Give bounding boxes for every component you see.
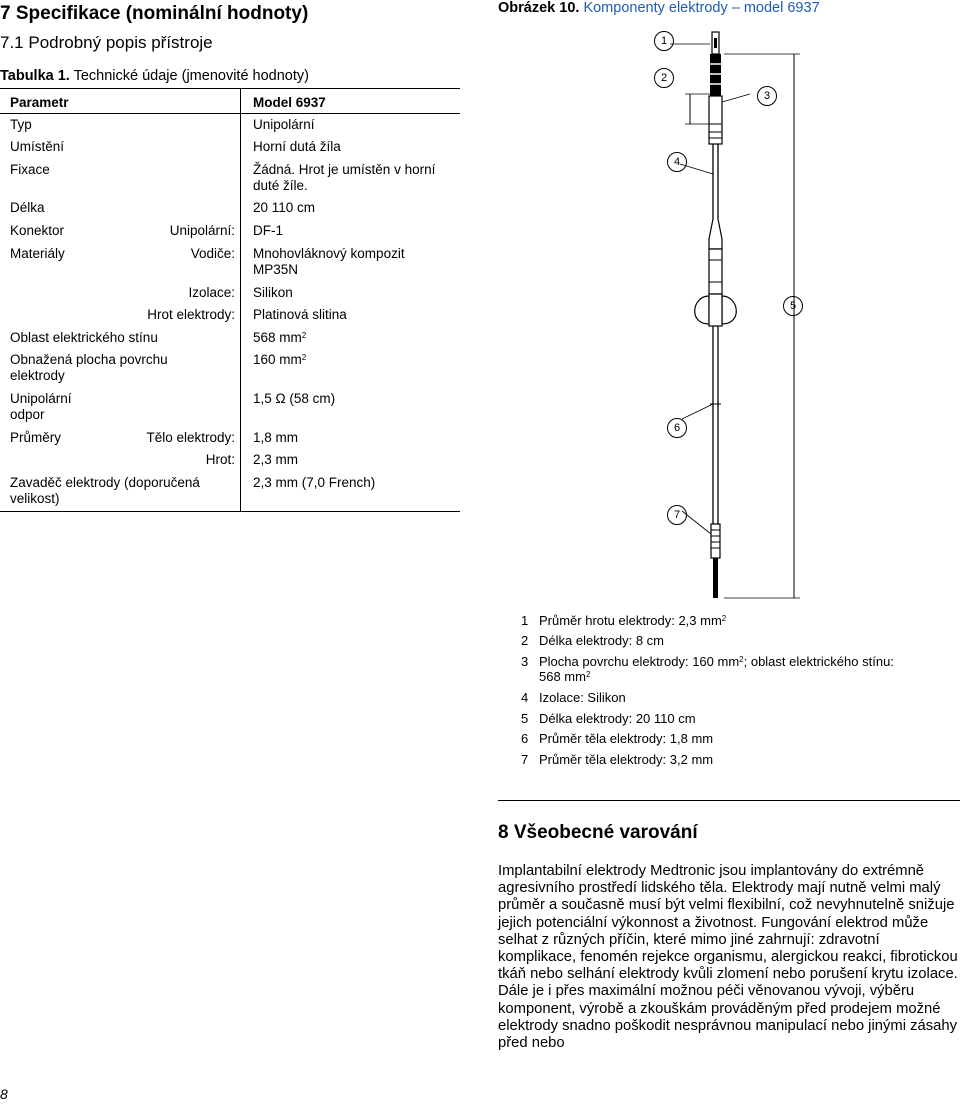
row-delka-label: Délka <box>10 200 45 215</box>
row-odpor-label-1: Unipolární <box>10 391 72 406</box>
electrode-coil <box>711 524 720 558</box>
section-8-title: 8 Všeobecné varování <box>498 822 698 843</box>
section-8-rule <box>498 800 960 801</box>
table-header-rule <box>0 113 460 114</box>
row-hrot-value: Platinová slitina <box>253 307 347 322</box>
connector-rings <box>710 54 721 96</box>
page-number: 8 <box>0 1086 8 1102</box>
row-materialy-value-1: Mnohovláknový kompozit <box>253 246 405 261</box>
figure-caption: Obrázek 10. Komponenty elektrody – model 6937 <box>498 0 820 16</box>
row-izolace-sub: Izolace: <box>188 285 235 300</box>
suture-wing-right <box>722 296 736 324</box>
row-plocha-label-1: Obnažená plocha povrchu <box>10 352 168 367</box>
row-konektor-sub: Unipolární: <box>169 223 235 238</box>
row-zavadec-label-2: velikost) <box>10 491 60 506</box>
row-typ-value: Unipolární <box>253 117 315 132</box>
suture-wing-left <box>695 296 709 324</box>
callout-2: 2 <box>654 68 674 88</box>
row-stin-label: Oblast elektrického stínu <box>10 330 158 345</box>
section-7-1-subtitle: 7.1 Podrobný popis přístroje <box>0 33 213 52</box>
row-izolace-value: Silikon <box>253 285 293 300</box>
callout-3: 3 <box>757 86 777 106</box>
row-umisteni-label: Umístění <box>10 139 65 154</box>
row-zavadec-label-1: Zavaděč elektrody (doporučená <box>10 475 200 490</box>
row-prumery-hrot-value: 2,3 mm <box>253 452 299 467</box>
callout-7: 7 <box>667 505 687 525</box>
row-fixace-value-2: duté žíle. <box>253 178 308 193</box>
row-prumery-label: Průměry <box>10 430 62 445</box>
row-materialy-sub: Vodiče: <box>190 246 235 261</box>
row-konektor-label: Konektor <box>10 223 65 238</box>
row-prumery-value: 1,8 mm <box>253 430 299 445</box>
callout-1: 1 <box>654 31 674 51</box>
table-bottom-rule <box>0 511 460 512</box>
row-plocha-value: 160 $mm^2$ <box>253 352 307 367</box>
row-fixace-label: Fixace <box>10 162 50 177</box>
table-top-rule <box>0 88 460 89</box>
row-fixace-value-1: Žádná. Hrot je umístěn v horní <box>253 162 436 177</box>
row-hrot-sub: Hrot elektrody: <box>147 307 235 322</box>
row-zavadec-value: 2,3 mm (7,0 French) <box>253 475 376 490</box>
section-7-title: 7 Specifikace (nominální hodnoty) <box>0 3 309 24</box>
row-plocha-label-2: elektrody <box>10 368 65 383</box>
row-materialy-value-2: MP35N <box>253 262 299 277</box>
row-materialy-label: Materiály <box>10 246 65 261</box>
row-odpor-value: 1,5 Ω (58 cm) <box>253 391 336 406</box>
row-prumery-hrot-sub: Hrot: <box>205 452 235 467</box>
row-stin-value: 568 $mm^2$ <box>253 330 307 345</box>
table-column-divider <box>240 88 241 511</box>
row-delka-value: 20 110 cm <box>253 200 316 215</box>
row-prumery-sub: Tělo elektrody: <box>146 430 235 445</box>
row-odpor-label-2: odpor <box>10 407 45 422</box>
table-header-param: Parametr <box>10 95 69 110</box>
row-umisteni-value: Horní dutá žíla <box>253 139 341 154</box>
connector-boot <box>709 96 722 144</box>
anchoring-sleeve <box>709 249 722 294</box>
table-caption: Tabulka 1. Technické údaje (jmenovité hodnoty) <box>0 68 309 84</box>
electrode-tip <box>713 558 718 598</box>
section-8-body: Implantabilní elektrody Medtronic jsou implantovány do extrémně agresivního prostředí lidského těla. Elektrody mají nutně velmi malý průměr a současně musí být velmi flexibilní, což nevyhnutelně snižuje jejich potenciální výkonnost a životnost. Fungování elektrod může selhat z různých příčin, které mimo jiné zahrnují: zdravotní komplikace, fenomén rejekce organismu, alergickou reakci, fibrotickou tkáň nebo selhání elektrody kvůli zlomení nebo porušení krytu izolace. Dále je i přes maximální možnou péči věnovanou vývoji, výběru komponent, výrobě a zkouškám prováděným před prodejem možné elektrody snadno poškodit nesprávnou manipulací nebo jinými zásahy před nebo <box>498 863 958 1052</box>
row-typ-label: Typ <box>10 117 32 132</box>
callout-6: 6 <box>667 418 687 438</box>
callout-5: 5 <box>783 296 803 316</box>
table-header-model: Model 6937 <box>253 95 326 110</box>
row-konektor-value: DF-1 <box>253 223 283 238</box>
callout-4: 4 <box>667 152 687 172</box>
